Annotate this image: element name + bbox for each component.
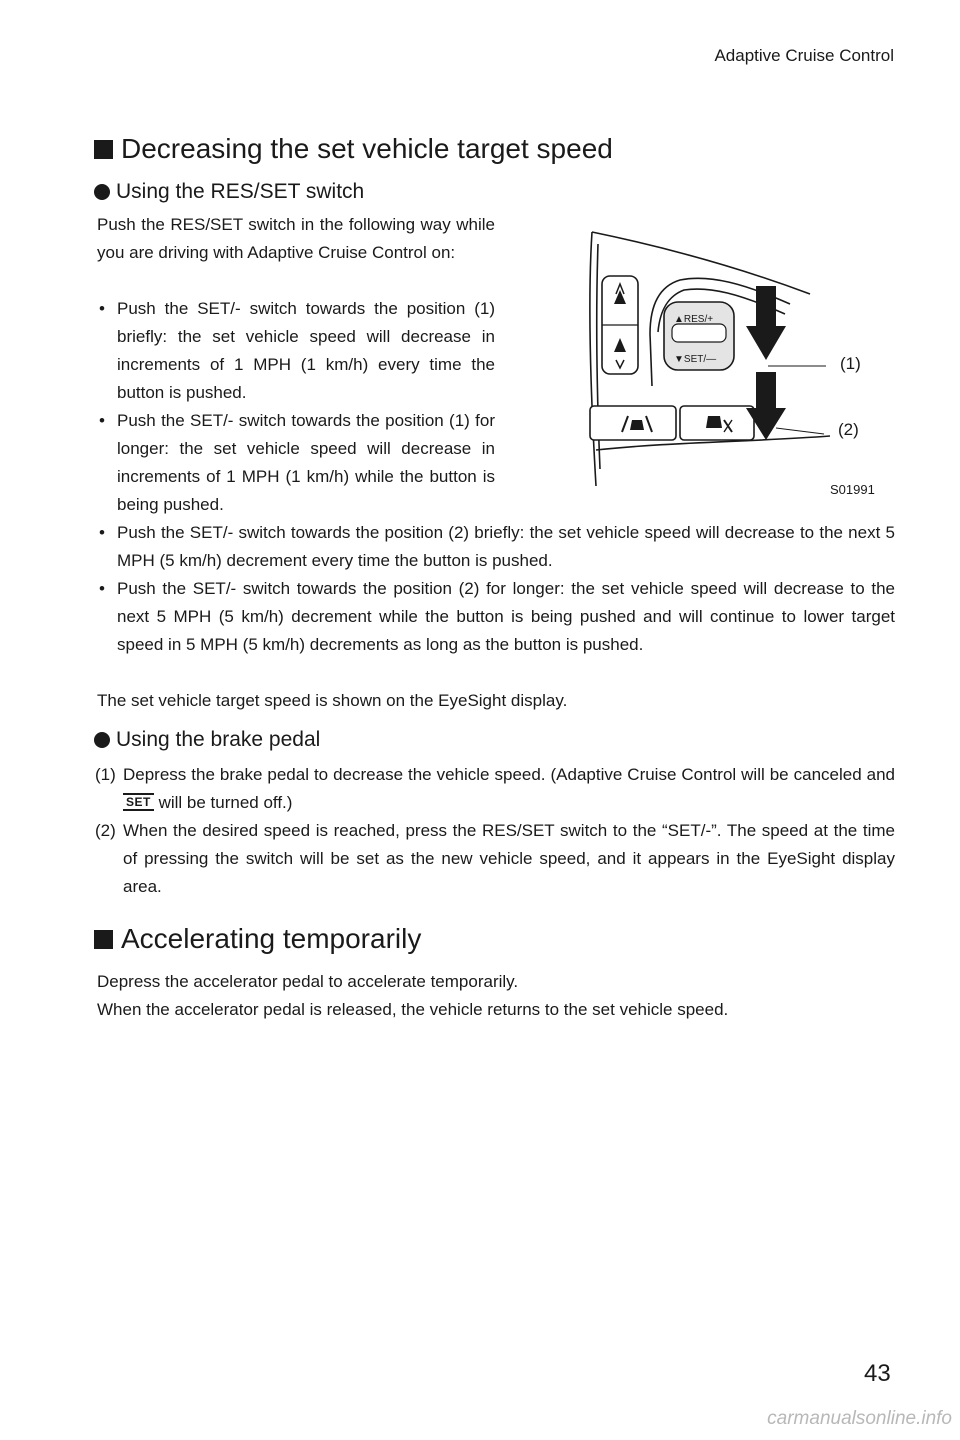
section-heading-accelerating bbox=[96, 923, 421, 955]
accelerating-paragraph bbox=[97, 968, 897, 1024]
set-label: ▼SET/— bbox=[674, 354, 717, 365]
section-heading-text: Accelerating temporarily bbox=[121, 923, 422, 954]
step-list bbox=[95, 761, 895, 901]
subheading-text: Using the brake pedal bbox=[116, 728, 321, 751]
square-bullet-icon bbox=[94, 140, 113, 159]
round-bullet-icon bbox=[94, 732, 110, 748]
step-text: will be turned off.) bbox=[158, 793, 293, 812]
step-item bbox=[95, 817, 895, 901]
paragraph-line: Depress the accelerator pedal to accelerate temporarily. bbox=[97, 972, 519, 991]
section-heading-text: Decreasing the set vehicle target speed bbox=[121, 133, 613, 164]
running-header: Adaptive Cruise Control bbox=[714, 46, 894, 65]
round-bullet-icon bbox=[94, 184, 110, 200]
position-2-label: (2) bbox=[838, 420, 859, 439]
watermark: carmanualsonline.info bbox=[767, 1408, 952, 1429]
page-number: 43 bbox=[864, 1360, 891, 1387]
subheading-brake-pedal bbox=[96, 728, 320, 752]
step-number: (1) bbox=[95, 765, 116, 784]
bullet-item: • Push the SET/- switch towards the position (2) for longer: the set vehicle speed will decrease to the next 5 MPH (5 km/h) decrement while the button is being pushed and will continue to lower target speed in 5 MPH (5 km/h) decrements as long as the button is pushed. bbox=[97, 575, 895, 659]
bullet-list-position-2 bbox=[97, 519, 895, 659]
display-note: The set vehicle target speed is shown on the EyeSight display. bbox=[97, 691, 568, 710]
bullet-item: • Push the SET/- switch towards the position (1) briefly: the set vehicle speed will decrease in increments of 1 MPH (1 km/h) every time the button is pushed. bbox=[97, 295, 495, 407]
step-text: When the desired speed is reached, press the RES/SET switch to the “SET/-”. The speed at the time of pressing the switch will be set as the new vehicle speed, and it appears in the EyeSight display area. bbox=[123, 821, 895, 896]
position-1-label: (1) bbox=[840, 354, 861, 373]
bullet-list-position-1 bbox=[97, 295, 495, 519]
subheading-text: Using the RES/SET switch bbox=[116, 180, 365, 203]
bullet-item: • Push the SET/- switch towards the position (2) briefly: the set vehicle speed will decrease to the next 5 MPH (5 km/h) decrement every time the button is pushed. bbox=[97, 519, 895, 575]
bullet-item: • Push the SET/- switch towards the position (1) for longer: the set vehicle speed will decrease in increments of 1 MPH (1 km/h) while the button is being pushed. bbox=[97, 407, 495, 519]
square-bullet-icon bbox=[94, 930, 113, 949]
subheading-res-set bbox=[96, 180, 364, 204]
res-label: ▲RES/+ bbox=[674, 314, 714, 325]
intro-paragraph: Push the RES/SET switch in the following way while you are driving with Adaptive Cruise Control on: bbox=[97, 215, 495, 262]
step-item bbox=[95, 761, 895, 817]
step-number: (2) bbox=[95, 821, 116, 840]
paragraph-line: When the accelerator pedal is released, the vehicle returns to the set vehicle speed. bbox=[97, 1000, 729, 1019]
figure-code: S01991 bbox=[830, 482, 875, 497]
arrow-down-icon bbox=[746, 286, 786, 440]
set-indicator-icon: SET bbox=[123, 793, 154, 811]
steering-switch-illustration bbox=[580, 214, 900, 504]
step-text: Depress the brake pedal to decrease the vehicle speed. (Adaptive Cruise Control will be canceled and bbox=[123, 765, 895, 784]
section-heading-decreasing bbox=[96, 133, 613, 165]
